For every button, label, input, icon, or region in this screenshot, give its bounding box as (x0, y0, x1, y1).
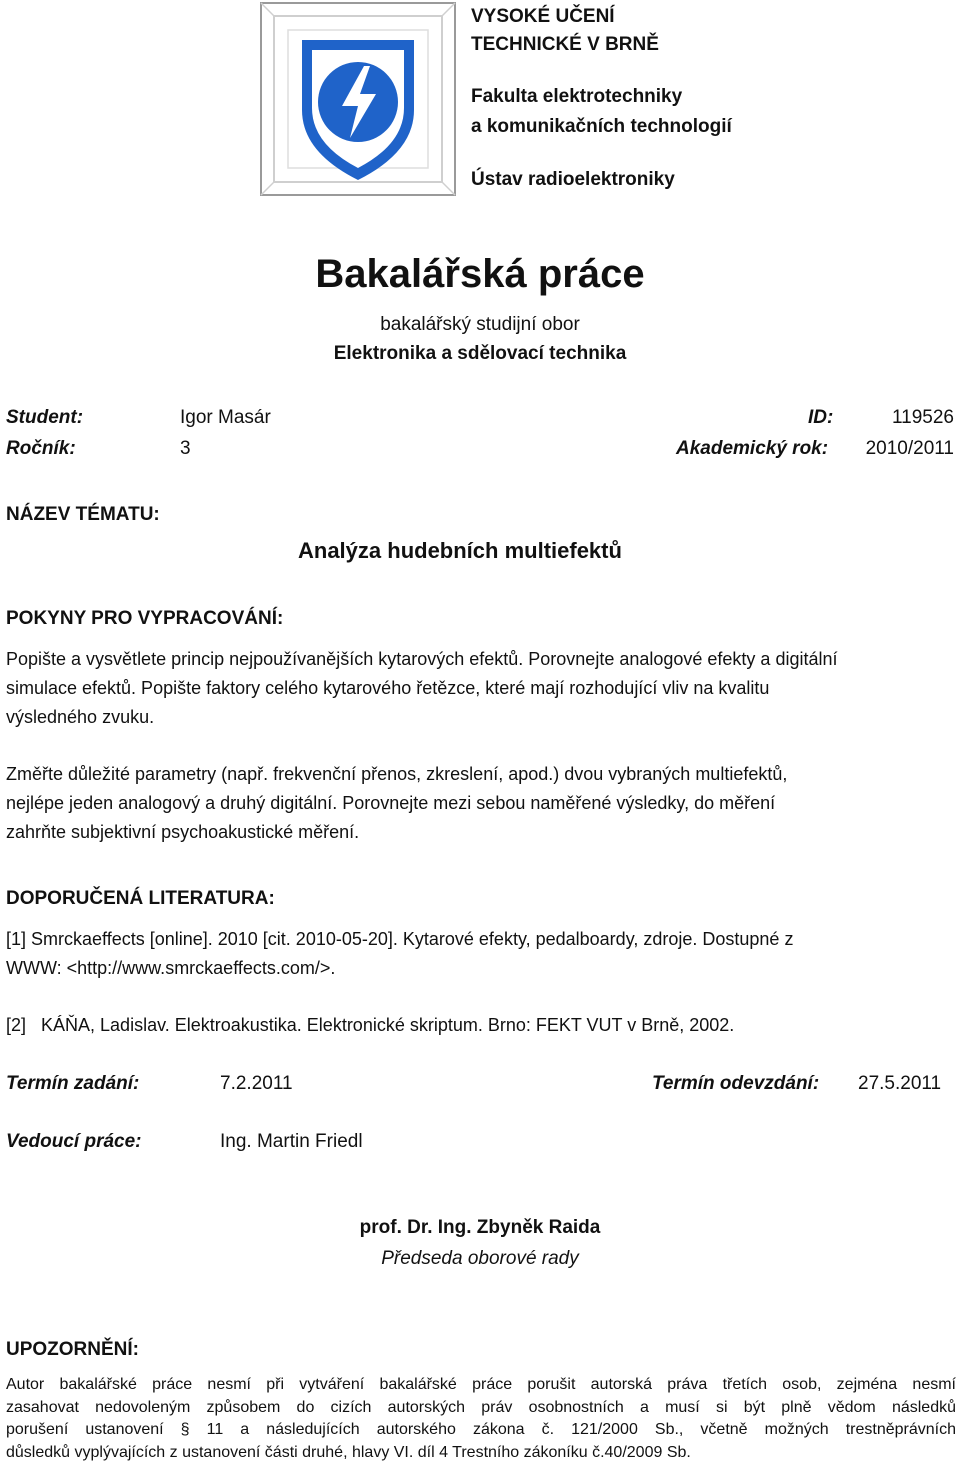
assigned-date-value: 7.2.2011 (220, 1073, 293, 1094)
student-label: Student: (6, 407, 84, 428)
instructions-p1-line3: výsledného zvuku. (6, 707, 155, 727)
literature-ref1-line1: [1] Smrckaeffects [online]. 2010 [cit. 2010-05-20]. Kytarové efekty, pedalboardy, zdroje. Dostupné z (6, 929, 794, 949)
due-date-label: Termín odevzdání: (652, 1073, 820, 1094)
faculty-name-line2: a komunikačních technologií (471, 116, 732, 137)
warning-line2: zasahovat nedovoleným způsobem do cizích autorských práv osobnostních a musí si být plně vědom následků (6, 1398, 956, 1416)
topic-heading: NÁZEV TÉMATU: (6, 504, 160, 525)
study-field: Elektronika a sdělovací technika (333, 343, 627, 364)
literature-ref1-line2: WWW: <http://www.smrckaeffects.com/>. (6, 958, 336, 978)
warning-line3: porušení ustanovení § 11 a následujících autorského zákona č. 121/2000 Sb., včetně možných trestněprávních (6, 1421, 956, 1438)
topic-value: Analýza hudebních multiefektů (298, 538, 622, 563)
instructions-p2-line3: zahrňte subjektivní psychoakustické měření. (6, 822, 360, 842)
page-title: Bakalářská práce (315, 252, 645, 296)
university-name-line2: TECHNICKÉ V BRNĚ (471, 34, 659, 55)
university-logo (260, 2, 456, 196)
warning-line4: důsledků vyplývajících z ustanovení části druhé, hlavy VI. díl 4 Trestního zákoníku č.40/2009 Sb. (6, 1443, 691, 1461)
university-name-line1: VYSOKÉ UČENÍ (471, 6, 615, 27)
signatory-role: Předseda oborové rady (381, 1248, 579, 1269)
warning-heading: UPOZORNĚNÍ: (6, 1339, 139, 1360)
vut-fekt-logo-icon (260, 2, 456, 196)
warning-line1: Autor bakalářské práce nesmí při vytváření bakalářské práce porušit autorská práva třetích osob, zejména nesmí (6, 1376, 956, 1393)
study-type: bakalářský studijní obor (380, 314, 580, 335)
signatory-name: prof. Dr. Ing. Zbyněk Raida (359, 1217, 601, 1238)
year-value: 3 (180, 438, 191, 459)
year-label: Ročník: (6, 438, 76, 459)
academic-year-label: Akademický rok: (676, 438, 829, 459)
supervisor-label: Vedoucí práce: (6, 1131, 142, 1152)
faculty-name-line1: Fakulta elektrotechniky (471, 86, 683, 107)
student-value: Igor Masár (180, 407, 271, 428)
due-date-value: 27.5.2011 (858, 1073, 942, 1094)
instructions-paragraph-1 (6, 645, 956, 732)
institute-name: Ústav radioelektroniky (471, 169, 675, 190)
instructions-p1-line2: simulace efektů. Popište faktory celého kytarového řetězce, které mají rozhodující vliv na kvalitu (6, 678, 770, 698)
id-value: 119526 (892, 407, 954, 428)
instructions-p2-line2: nejlépe jeden analogový a druhý digitální. Porovnejte mezi sebou naměřené výsledky, do měření (6, 793, 776, 813)
literature-heading: DOPORUČENÁ LITERATURA: (6, 888, 275, 909)
instructions-p1-line1: Popište a vysvětlete princip nejpoužívanějších kytarových efektů. Porovnejte analogové efekty a digitální (6, 649, 838, 669)
supervisor-value: Ing. Martin Friedl (220, 1131, 363, 1152)
literature-ref-2: [2] KÁŇA, Ladislav. Elektroakustika. Elektronické skriptum. Brno: FEKT VUT v Brně, 2002. (6, 1015, 735, 1035)
id-label: ID: (808, 407, 834, 428)
instructions-paragraph-2 (6, 760, 956, 847)
literature-ref-1 (6, 925, 956, 983)
academic-year-value: 2010/2011 (865, 438, 954, 459)
assigned-date-label: Termín zadání: (6, 1073, 140, 1094)
instructions-heading: POKYNY PRO VYPRACOVÁNÍ: (6, 608, 284, 629)
instructions-p2-line1: Změřte důležité parametry (např. frekvenční přenos, zkreslení, apod.) dvou vybraných multiefektů, (6, 764, 788, 784)
warning-text (6, 1374, 956, 1464)
